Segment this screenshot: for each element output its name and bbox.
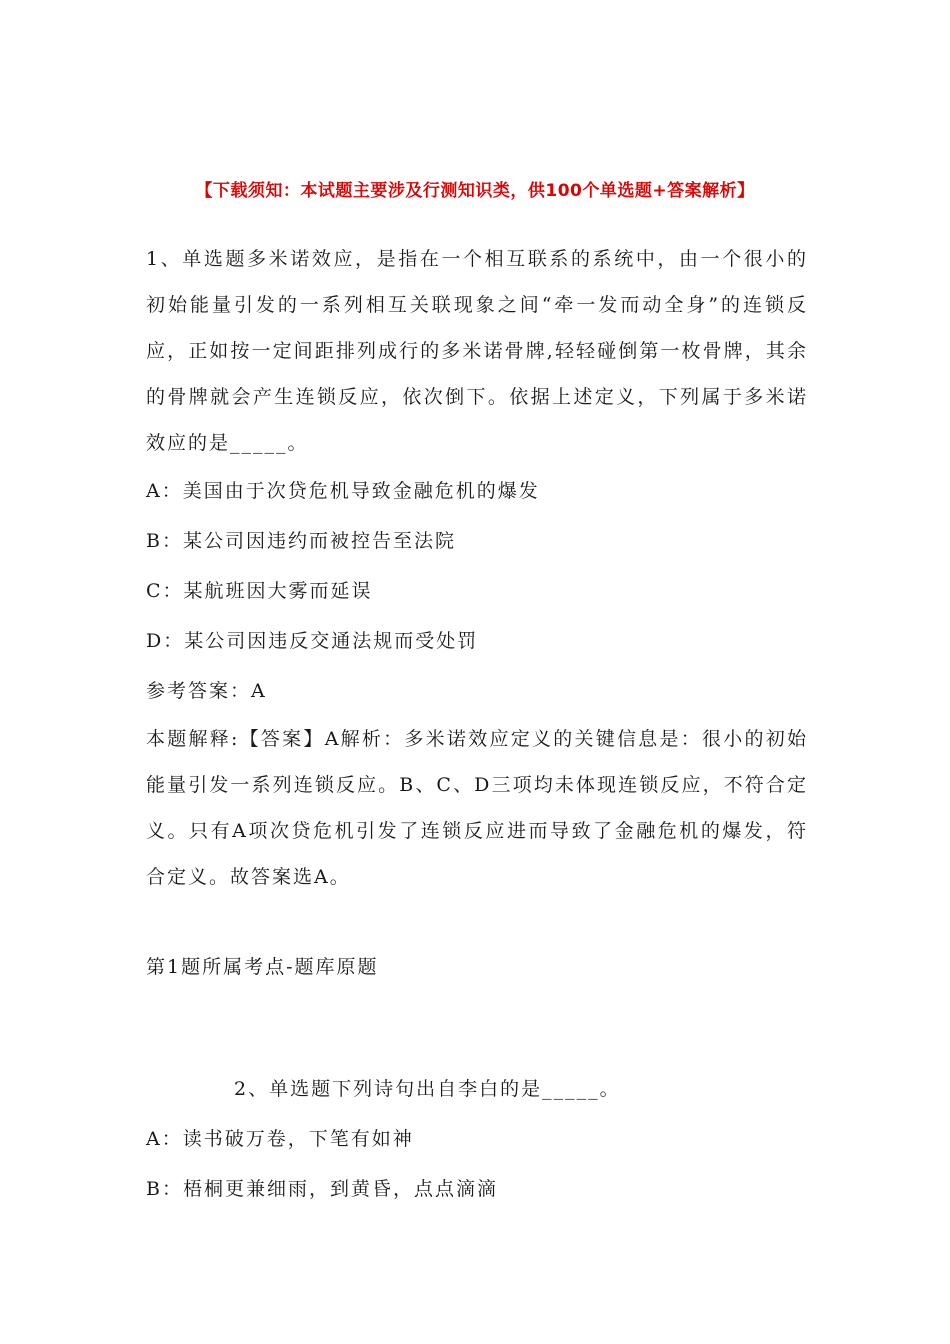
question-2-option-a: A：读书破万卷，下笔有如神 bbox=[146, 1128, 414, 1150]
question-1-topic: 第1题所属考点-题库原题 bbox=[146, 956, 379, 978]
question-2-option-b: B：梧桐更兼细雨，到黄昏，点点滴滴 bbox=[146, 1178, 498, 1200]
question-1-option-d: D：某公司因违反交通法规而受处罚 bbox=[146, 630, 479, 652]
question-content bbox=[146, 236, 808, 1214]
download-notice: 【下载须知：本试题主要涉及行测知识类，供100个单选题+答案解析】 bbox=[195, 181, 755, 201]
spacer bbox=[146, 900, 808, 942]
question-1-option-a: A：美国由于次贷危机导致金融危机的爆发 bbox=[146, 480, 540, 502]
question-1-stem: 1、单选题多米诺效应，是指在一个相互联系的系统中，由一个很小的初始能量引发的一系列相互关联现象之间“牵一发而动全身”的连锁反应，正如按一定间距排列成行的多米诺骨牌,轻轻碰倒第一枚骨牌，其余的骨牌就会产生连锁反应，依次倒下。依据上述定义，下列属于多米诺效应的是_____。 bbox=[146, 248, 808, 454]
question-1-option-b: B：某公司因违约而被控告至法院 bbox=[146, 530, 456, 552]
question-1-explanation: 本题解释:【答案】A解析：多米诺效应定义的关键信息是：很小的初始能量引发一系列连锁反应。B、C、D三项均未体现连锁反应，不符合定义。只有A项次贷危机引发了连锁反应进而导致了金融危机的爆发，符合定义。故答案选A。 bbox=[146, 728, 808, 888]
question-2-stem: 2、单选题下列诗句出自李白的是_____。 bbox=[234, 1078, 621, 1100]
question-1-answer: 参考答案：A bbox=[146, 680, 267, 702]
spacer bbox=[146, 992, 808, 1064]
question-1-option-c: C：某航班因大雾而延误 bbox=[146, 580, 373, 602]
